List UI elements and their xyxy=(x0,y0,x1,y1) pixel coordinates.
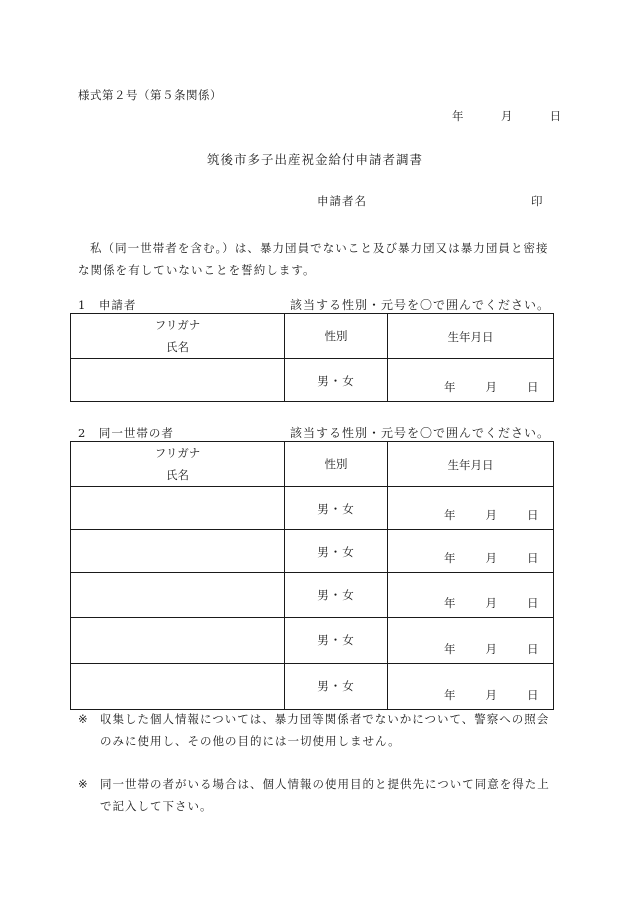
name-cell[interactable] xyxy=(71,530,285,573)
birthdate-header: 生年月日 xyxy=(388,314,554,359)
section1-heading: 1 申請者 xyxy=(78,298,137,312)
note-mark: ※ xyxy=(78,712,89,726)
note-text: 同一世帯の者がいる場合は、個人情報の使用目的と提供先について同意を得た上で記入して下さい。 xyxy=(100,777,550,813)
submission-date xyxy=(452,108,561,124)
table-row xyxy=(71,530,554,573)
applicant-table xyxy=(70,313,554,402)
date-day: 日 xyxy=(549,109,562,123)
gender-options: 男・女 xyxy=(317,502,355,516)
furigana-name-header xyxy=(71,314,285,359)
gender-options: 男・女 xyxy=(317,545,355,559)
birthdate-cell[interactable] xyxy=(388,618,554,664)
household-table xyxy=(70,441,554,710)
gender-cell[interactable] xyxy=(285,530,388,573)
birthdate-fields: 年 月 日 xyxy=(444,642,539,656)
name-label: 氏名 xyxy=(166,340,189,354)
gender-header: 性別 xyxy=(285,314,388,359)
gender-header: 性別 xyxy=(285,442,388,487)
furigana-label: フリガナ xyxy=(154,318,201,332)
furigana-label: フリガナ xyxy=(154,446,201,460)
birthdate-cell[interactable] xyxy=(388,359,554,402)
gender-cell[interactable] xyxy=(285,618,388,664)
consent-note xyxy=(78,773,558,817)
pledge-statement: 私（同一世帯者を含む。）は、暴力団員でないこと及び暴力団又は暴力団員と密接な関係を有していないことを誓約します。 xyxy=(78,241,549,277)
note-mark: ※ xyxy=(78,777,89,791)
birthdate-header: 生年月日 xyxy=(388,442,554,487)
birthdate-cell[interactable] xyxy=(388,664,554,710)
name-cell[interactable] xyxy=(71,487,285,530)
furigana-name-header xyxy=(71,442,285,487)
gender-cell[interactable] xyxy=(285,359,388,402)
name-cell[interactable] xyxy=(71,618,285,664)
name-label: 氏名 xyxy=(166,468,189,482)
table-header-row xyxy=(71,314,554,359)
section1-note: 該当する性別・元号を〇で囲んでください。 xyxy=(290,298,551,312)
birthdate-cell[interactable] xyxy=(388,573,554,618)
form-number: 様式第２号（第５条関係） xyxy=(78,88,222,102)
gender-options: 男・女 xyxy=(317,633,355,647)
birthdate-fields: 年 月 日 xyxy=(444,380,539,394)
privacy-note xyxy=(78,708,558,752)
section2-heading: 2 同一世帯の者 xyxy=(78,426,174,440)
birthdate-fields: 年 月 日 xyxy=(444,508,539,522)
table-row xyxy=(71,664,554,710)
gender-cell[interactable] xyxy=(285,487,388,530)
gender-options: 男・女 xyxy=(317,679,355,693)
gender-options: 男・女 xyxy=(317,588,355,602)
seal-mark: 印 xyxy=(531,194,543,208)
document-title: 筑後市多子出産祝金給付申請者調書 xyxy=(206,152,423,167)
date-month: 月 xyxy=(500,109,513,123)
gender-options: 男・女 xyxy=(317,374,355,388)
table-row xyxy=(71,359,554,402)
name-cell[interactable] xyxy=(71,359,285,402)
birthdate-fields: 年 月 日 xyxy=(444,551,539,565)
table-row xyxy=(71,618,554,664)
gender-cell[interactable] xyxy=(285,664,388,710)
gender-cell[interactable] xyxy=(285,573,388,618)
birthdate-fields: 年 月 日 xyxy=(444,596,539,610)
birthdate-cell[interactable] xyxy=(388,487,554,530)
birthdate-cell[interactable] xyxy=(388,530,554,573)
section2-note: 該当する性別・元号を〇で囲んでください。 xyxy=(290,426,551,440)
note-text: 収集した個人情報については、暴力団等関係者でないかについて、警察への照会のみに使用し、その他の目的には一切使用しません。 xyxy=(100,712,550,748)
applicant-name-label: 申請者名 xyxy=(317,194,367,208)
date-year: 年 xyxy=(452,109,464,123)
name-cell[interactable] xyxy=(71,573,285,618)
birthdate-fields: 年 月 日 xyxy=(444,688,539,702)
name-cell[interactable] xyxy=(71,664,285,710)
table-row xyxy=(71,487,554,530)
table-row xyxy=(71,573,554,618)
table-header-row xyxy=(71,442,554,487)
